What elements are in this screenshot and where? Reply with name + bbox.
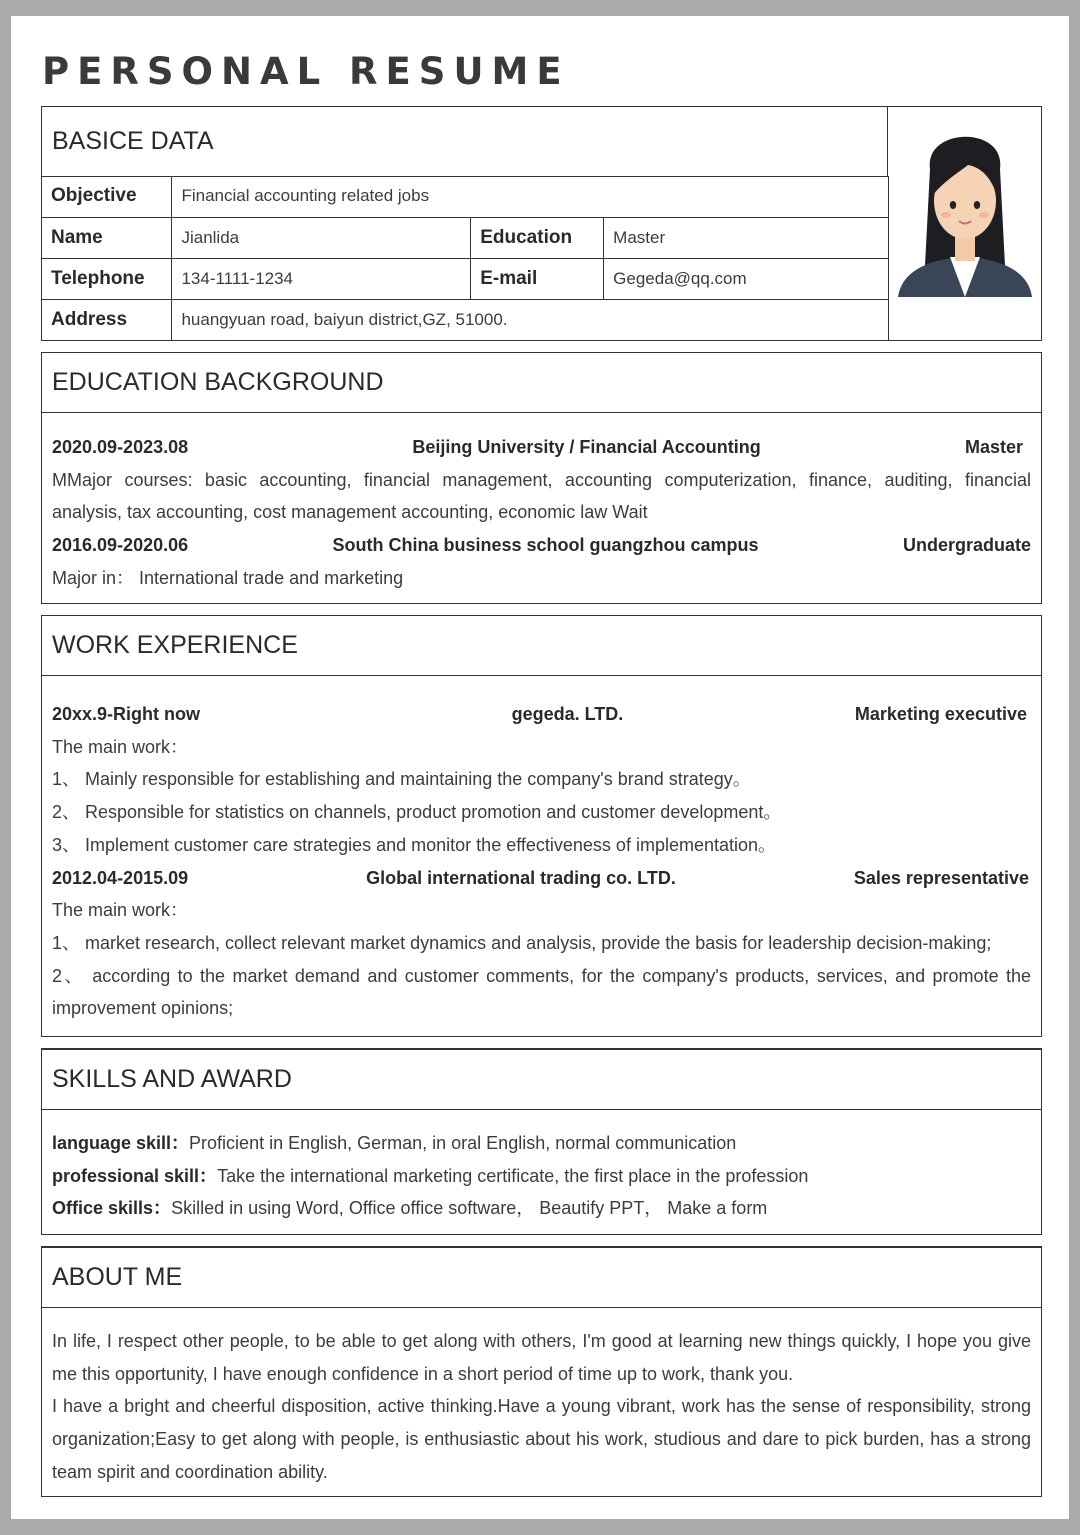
skills-heading: SKILLS AND AWARD	[42, 1050, 1041, 1110]
objective-row	[42, 176, 889, 217]
work-2-role: Sales representative	[853, 867, 1029, 888]
address-value: huangyuan road, baiyun district,GZ, 51000.	[172, 299, 889, 340]
work-section	[41, 615, 1042, 1037]
section-divider	[41, 1036, 1042, 1049]
work-1-intro: The main work：	[52, 736, 189, 757]
name-row	[42, 217, 889, 258]
telephone-value: 134-1111-1234	[172, 258, 471, 299]
skills-body	[42, 1110, 1041, 1225]
education-1-date: 2020.09-2023.08	[52, 437, 189, 457]
name-value: Jianlida	[172, 217, 471, 258]
education-2-school: South China business school guangzhou campus	[332, 535, 759, 556]
name-label: Name	[42, 217, 172, 258]
skills-section	[41, 1049, 1042, 1235]
work-entry-2-header	[52, 862, 1031, 895]
skill-text: Skilled in using Word, Office office software， Beautify PPT， Make a form	[171, 1198, 768, 1219]
telephone-row	[42, 258, 889, 299]
education-1-degree: Master	[964, 437, 1023, 457]
skill-label: professional skill：	[52, 1165, 218, 1186]
email-label: E-mail	[471, 258, 604, 299]
work-1-date: 20xx.9-Right now	[52, 704, 201, 724]
work-1-item: 3、 Implement customer care strategies and monitor the effectiveness of implementation。	[52, 834, 777, 855]
basic-data-heading: BASICE DATA	[42, 107, 888, 177]
education-body	[42, 413, 1041, 595]
skill-label: Office skills：	[52, 1198, 172, 1219]
education-section	[41, 352, 1042, 604]
work-2-item: 2、 according to the market demand and customer comments, for the company's products, services, and promote the improvement opinions;	[52, 965, 1031, 1019]
work-1-role: Marketing executive	[854, 704, 1027, 724]
work-1-item: 1、 Mainly responsible for establishing and maintaining the company's brand strategy。	[52, 769, 751, 790]
profile-photo	[888, 107, 1042, 340]
education-entry-2-header	[52, 529, 1031, 562]
education-2-detail: Major in： International trade and marketing	[52, 567, 404, 588]
work-2-intro: The main work：	[52, 900, 189, 921]
skill-item	[52, 1160, 1031, 1193]
basic-data-table	[42, 176, 889, 340]
about-paragraph: In life, I respect other people, to be able to get along with others, I'm good at learning new things quickly, I hope you give me this opportunity, I have enough confidence in a short period of time up to work, thank you.	[52, 1331, 1031, 1384]
education-label: Education	[471, 217, 604, 258]
work-2-item: 1、 market research, collect relevant market dynamics and analysis, provide the basis for leadership decision-making;	[52, 932, 992, 953]
address-label: Address	[42, 299, 172, 340]
work-heading: WORK EXPERIENCE	[42, 616, 1041, 676]
skill-item	[52, 1127, 1031, 1160]
page-title: PERSONAL RESUME	[42, 50, 570, 93]
about-body	[42, 1308, 1041, 1489]
skill-item	[52, 1192, 1031, 1225]
education-1-school: Beijing University / Financial Accounting	[412, 437, 761, 457]
objective-label: Objective	[42, 176, 172, 217]
about-section	[41, 1247, 1042, 1497]
work-body	[42, 676, 1041, 1025]
about-heading: ABOUT ME	[42, 1248, 1041, 1308]
skill-text: Proficient in English, German, in oral English, normal communication	[189, 1133, 737, 1153]
education-1-detail: MMajor courses: basic accounting, financial management, accounting computerization, finance, auditing, financial analysis, tax accounting, cost management accounting, economic law Wait	[52, 469, 1031, 523]
telephone-label: Telephone	[42, 258, 172, 299]
avatar-illustration	[888, 107, 1042, 340]
work-1-company: gegeda. LTD.	[511, 704, 624, 724]
basic-data-section	[41, 106, 1042, 341]
skill-label: language skill：	[52, 1133, 190, 1153]
education-heading: EDUCATION BACKGROUND	[42, 353, 1041, 413]
address-row	[42, 299, 889, 340]
work-2-date: 2012.04-2015.09	[52, 867, 189, 888]
section-divider	[41, 1234, 1042, 1247]
work-2-company: Global international trading co. LTD.	[366, 867, 676, 888]
objective-value: Financial accounting related jobs	[172, 176, 889, 217]
education-2-date: 2016.09-2020.06	[52, 535, 189, 556]
work-1-item: 2、 Responsible for statistics on channels, product promotion and customer development。	[52, 802, 782, 823]
skill-text: Take the international marketing certificate, the first place in the profession	[217, 1165, 809, 1186]
education-2-degree: Undergraduate	[902, 535, 1031, 556]
work-entry-1-header	[52, 698, 1031, 731]
email-value: Gegeda@qq.com	[604, 258, 889, 299]
education-entry-1-header	[52, 431, 1031, 464]
about-paragraph: I have a bright and cheerful disposition, active thinking.Have a young vibrant, work has the sense of responsibility, strong organization;Easy to get along with people, is enthusiastic about his work, studious and dare to pick burden, has a strong team spirit and coordination ability.	[52, 1396, 1031, 1482]
education-value: Master	[604, 217, 889, 258]
